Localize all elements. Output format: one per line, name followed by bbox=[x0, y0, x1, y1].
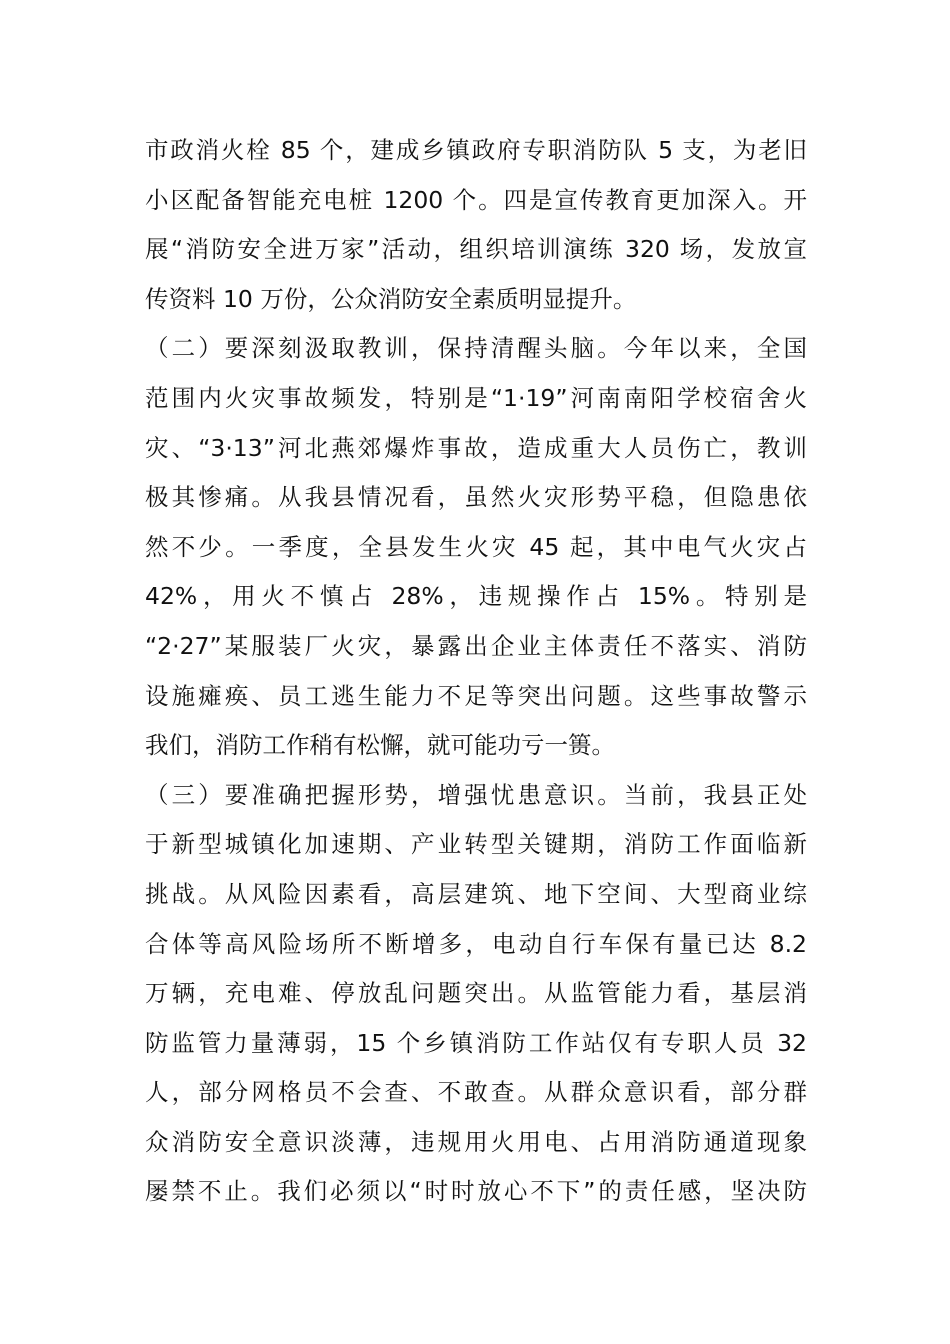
text-line: 挑战。从风险因素看，高层建筑、地下空间、大型商业综 bbox=[145, 879, 807, 908]
text-line: 然不少。一季度，全县发生火灾 45 起，其中电气火灾占 bbox=[145, 532, 807, 561]
text-line: 传资料 10 万份，公众消防安全素质明显提升。 bbox=[145, 284, 637, 313]
text-line: 范围内火灾事故频发，特别是“1·19”河南南阳学校宿舍火 bbox=[145, 383, 807, 412]
text-line: （三）要准确把握形势，增强忧患意识。当前，我县正处 bbox=[145, 780, 807, 809]
text-line: 防监管力量薄弱，15 个乡镇消防工作站仅有专职人员 32 bbox=[145, 1028, 807, 1057]
text-line: 人，部分网格员不会查、不敢查。从群众意识看，部分群 bbox=[145, 1078, 807, 1107]
text-line: 我们，消防工作稍有松懈，就可能功亏一篑。 bbox=[145, 731, 615, 760]
text-line: 屡禁不止。我们必须以“时时放心不下”的责任感，坚决防 bbox=[145, 1177, 807, 1206]
body-text bbox=[145, 126, 807, 1217]
text-line: 极其惨痛。从我县情况看，虽然火灾形势平稳，但隐患依 bbox=[145, 483, 807, 512]
text-line: “2·27”某服装厂火灾，暴露出企业主体责任不落实、消防 bbox=[145, 631, 807, 660]
text-line: 万辆，充电难、停放乱问题突出。从监管能力看，基层消 bbox=[145, 979, 807, 1008]
text-line: 灾、“3·13”河北燕郊爆炸事故，造成重大人员伤亡，教训 bbox=[145, 433, 807, 462]
text-line: 合体等高风险场所不断增多，电动自行车保有量已达 8.2 bbox=[145, 929, 807, 958]
text-line: 展“消防安全进万家”活动，组织培训演练 320 场，发放宣 bbox=[145, 235, 807, 264]
text-line: 设施瘫痪、员工逃生能力不足等突出问题。这些事故警示 bbox=[145, 681, 807, 710]
text-line: 42%，用火不慎占 28%，违规操作占 15%。特别是 bbox=[145, 582, 807, 611]
text-line: 众消防安全意识淡薄，违规用火用电、占用消防通道现象 bbox=[145, 1127, 807, 1156]
text-line: 小区配备智能充电桩 1200 个。四是宣传教育更加深入。开 bbox=[145, 185, 807, 214]
text-line: （二）要深刻汲取教训，保持清醒头脑。今年以来，全国 bbox=[145, 334, 807, 363]
text-line: 市政消火栓 85 个，建成乡镇政府专职消防队 5 支，为老旧 bbox=[145, 136, 807, 164]
text-line: 于新型城镇化加速期、产业转型关键期，消防工作面临新 bbox=[145, 830, 807, 859]
